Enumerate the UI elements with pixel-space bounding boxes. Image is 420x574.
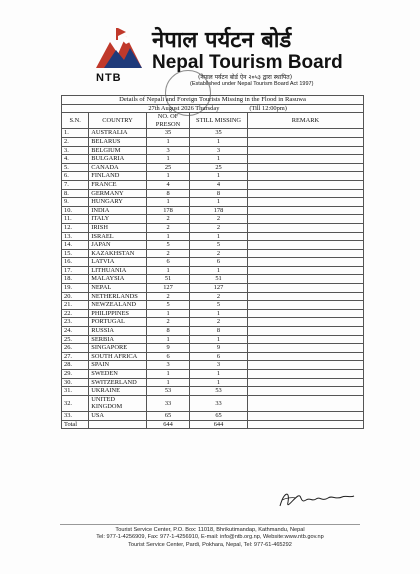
row-remark xyxy=(247,352,363,361)
row-missing: 1 xyxy=(190,335,248,344)
total-missing: 644 xyxy=(190,420,248,429)
row-remark xyxy=(247,292,363,301)
row-missing: 2 xyxy=(190,292,248,301)
row-persons: 35 xyxy=(146,129,189,138)
row-persons: 1 xyxy=(146,198,189,207)
row-sn: 12. xyxy=(62,223,89,232)
row-persons: 8 xyxy=(146,189,189,198)
row-country: GERMANY xyxy=(89,189,147,198)
row-sn: 26. xyxy=(62,344,89,353)
org-name: Nepal Tourism Board xyxy=(152,52,343,73)
footer-divider xyxy=(60,524,360,525)
row-sn: 7. xyxy=(62,180,89,189)
report-title: Details of Nepali and Foreign Tourists Missing in the Flood in Rasuwa xyxy=(62,96,364,105)
row-missing: 35 xyxy=(190,129,248,138)
row-missing: 1 xyxy=(190,309,248,318)
row-missing: 9 xyxy=(190,344,248,353)
row-missing: 8 xyxy=(190,327,248,336)
table-row xyxy=(62,335,364,344)
row-remark xyxy=(247,395,363,411)
establishment-note-english: (Established under Nepal Tourism Board Act 1997) xyxy=(190,81,314,87)
row-sn: 32. xyxy=(62,395,89,411)
row-sn: 20. xyxy=(62,292,89,301)
row-country: UNITED KINGDOM xyxy=(89,395,147,411)
row-sn: 9. xyxy=(62,198,89,207)
row-remark xyxy=(247,309,363,318)
row-sn: 6. xyxy=(62,172,89,181)
row-missing: 3 xyxy=(190,361,248,370)
table-row xyxy=(62,172,364,181)
row-remark xyxy=(247,266,363,275)
table-row xyxy=(62,292,364,301)
row-remark xyxy=(247,163,363,172)
row-country: FRANCE xyxy=(89,180,147,189)
row-country: KAZAKHSTAN xyxy=(89,249,147,258)
row-missing: 1 xyxy=(190,370,248,379)
row-country: FINLAND xyxy=(89,172,147,181)
row-sn: 18. xyxy=(62,275,89,284)
table-row xyxy=(62,155,364,164)
row-country: LATVIA xyxy=(89,258,147,267)
row-country: SWEDEN xyxy=(89,370,147,379)
row-remark xyxy=(247,146,363,155)
row-sn: 13. xyxy=(62,232,89,241)
row-persons: 8 xyxy=(146,327,189,336)
row-missing: 6 xyxy=(190,352,248,361)
row-persons: 1 xyxy=(146,155,189,164)
row-country: SOUTH AFRICA xyxy=(89,352,147,361)
table-row xyxy=(62,223,364,232)
row-missing: 6 xyxy=(190,258,248,267)
row-missing: 2 xyxy=(190,318,248,327)
column-header-country: COUNTRY xyxy=(89,113,147,129)
row-country: LITHUANIA xyxy=(89,266,147,275)
row-remark xyxy=(247,129,363,138)
row-sn: 5. xyxy=(62,163,89,172)
row-missing: 5 xyxy=(190,241,248,250)
row-country: ISRAEL xyxy=(89,232,147,241)
row-persons: 1 xyxy=(146,266,189,275)
row-persons: 3 xyxy=(146,361,189,370)
row-country: MALAYSIA xyxy=(89,275,147,284)
row-sn: 31. xyxy=(62,387,89,396)
row-persons: 1 xyxy=(146,232,189,241)
row-country: JAPAN xyxy=(89,241,147,250)
table-row xyxy=(62,232,364,241)
row-persons: 65 xyxy=(146,411,189,420)
table-row xyxy=(62,241,364,250)
row-country: SWITZERLAND xyxy=(89,378,147,387)
row-sn: 29. xyxy=(62,370,89,379)
row-remark xyxy=(247,189,363,198)
row-persons: 3 xyxy=(146,146,189,155)
table-row xyxy=(62,352,364,361)
table-row xyxy=(62,198,364,207)
row-remark xyxy=(247,137,363,146)
row-remark xyxy=(247,206,363,215)
row-country: PHILIPPINES xyxy=(89,309,147,318)
row-remark xyxy=(247,370,363,379)
row-persons: 4 xyxy=(146,180,189,189)
row-remark xyxy=(247,172,363,181)
row-country: BELGIUM xyxy=(89,146,147,155)
row-missing: 33 xyxy=(190,395,248,411)
table-row xyxy=(62,301,364,310)
row-missing: 8 xyxy=(190,189,248,198)
footer-pokhara: Tourist Service Center, Pardi, Pokhara, Nepal, Tel: 977-61-465292 xyxy=(128,541,292,548)
table-row xyxy=(62,275,364,284)
total-persons: 644 xyxy=(146,420,189,429)
row-sn: 16. xyxy=(62,258,89,267)
row-sn: 14. xyxy=(62,241,89,250)
row-missing: 1 xyxy=(190,198,248,207)
row-sn: 23. xyxy=(62,318,89,327)
row-country: NEWZEALAND xyxy=(89,301,147,310)
footer xyxy=(60,527,360,549)
table-row xyxy=(62,284,364,293)
table-row xyxy=(62,411,364,420)
row-sn: 27. xyxy=(62,352,89,361)
row-missing: 2 xyxy=(190,215,248,224)
row-remark xyxy=(247,275,363,284)
row-missing: 5 xyxy=(190,301,248,310)
row-persons: 2 xyxy=(146,292,189,301)
table-row xyxy=(62,370,364,379)
table-row xyxy=(62,378,364,387)
row-sn: 2. xyxy=(62,137,89,146)
table-row xyxy=(62,215,364,224)
row-country: RUSSIA xyxy=(89,327,147,336)
row-missing: 1 xyxy=(190,378,248,387)
row-remark xyxy=(247,223,363,232)
row-remark xyxy=(247,318,363,327)
row-persons: 178 xyxy=(146,206,189,215)
row-missing: 51 xyxy=(190,275,248,284)
footer-address: Tourist Service Center, P.O. Box: 11018, Bhrikutimandap, Kathmandu, Nepal xyxy=(115,527,305,533)
table-row xyxy=(62,180,364,189)
row-missing: 4 xyxy=(190,180,248,189)
row-sn: 25. xyxy=(62,335,89,344)
row-persons: 1 xyxy=(146,370,189,379)
table-row xyxy=(62,318,364,327)
table-row xyxy=(62,129,364,138)
row-remark xyxy=(247,232,363,241)
establishment-note-devanagari: (नेपाल पर्यटन बोर्ड ऐन २०५३ द्वारा स्थापित) xyxy=(198,74,293,81)
row-sn: 19. xyxy=(62,284,89,293)
table-row xyxy=(62,163,364,172)
row-country: SPAIN xyxy=(89,361,147,370)
row-country: CANADA xyxy=(89,163,147,172)
table-row xyxy=(62,146,364,155)
row-missing: 65 xyxy=(190,411,248,420)
row-country: ITALY xyxy=(89,215,147,224)
row-persons: 6 xyxy=(146,258,189,267)
row-country: PORTUGAL xyxy=(89,318,147,327)
row-persons: 51 xyxy=(146,275,189,284)
table-row xyxy=(62,206,364,215)
row-sn: 24. xyxy=(62,327,89,336)
row-sn: 11. xyxy=(62,215,89,224)
column-header-persons: NO. OF PRESON xyxy=(146,113,189,129)
row-country: UKRAINE xyxy=(89,387,147,396)
row-remark xyxy=(247,198,363,207)
row-persons: 2 xyxy=(146,318,189,327)
row-remark xyxy=(247,249,363,258)
row-remark xyxy=(247,344,363,353)
table-row xyxy=(62,137,364,146)
table-row xyxy=(62,309,364,318)
row-persons: 1 xyxy=(146,335,189,344)
row-remark xyxy=(247,387,363,396)
row-remark xyxy=(247,378,363,387)
row-sn: 3. xyxy=(62,146,89,155)
row-persons: 2 xyxy=(146,223,189,232)
row-missing: 3 xyxy=(190,146,248,155)
row-remark xyxy=(247,155,363,164)
table-total-row xyxy=(62,420,364,429)
row-persons: 5 xyxy=(146,301,189,310)
row-missing: 127 xyxy=(190,284,248,293)
row-persons: 1 xyxy=(146,309,189,318)
table-row xyxy=(62,344,364,353)
column-header-remark: REMARK xyxy=(247,113,363,129)
row-remark xyxy=(247,180,363,189)
row-remark xyxy=(247,241,363,250)
row-persons: 53 xyxy=(146,387,189,396)
table-row xyxy=(62,258,364,267)
row-sn: 15. xyxy=(62,249,89,258)
row-country: SINGAPORE xyxy=(89,344,147,353)
row-country: AUSTRALIA xyxy=(89,129,147,138)
row-remark xyxy=(247,301,363,310)
row-country: IRISH xyxy=(89,223,147,232)
row-country: BULGARIA xyxy=(89,155,147,164)
row-persons: 5 xyxy=(146,241,189,250)
row-missing: 25 xyxy=(190,163,248,172)
row-persons: 2 xyxy=(146,249,189,258)
row-persons: 6 xyxy=(146,352,189,361)
table-row xyxy=(62,249,364,258)
row-remark xyxy=(247,335,363,344)
row-sn: 17. xyxy=(62,266,89,275)
row-missing: 1 xyxy=(190,137,248,146)
row-remark xyxy=(247,361,363,370)
column-header-missing: STILL MISSING xyxy=(190,113,248,129)
row-sn: 4. xyxy=(62,155,89,164)
row-sn: 8. xyxy=(62,189,89,198)
org-name-devanagari: नेपाल पर्यटन बोर्ड xyxy=(152,28,292,53)
row-persons: 2 xyxy=(146,215,189,224)
row-remark xyxy=(247,327,363,336)
row-sn: 1. xyxy=(62,129,89,138)
row-remark xyxy=(247,284,363,293)
row-persons: 127 xyxy=(146,284,189,293)
row-remark xyxy=(247,258,363,267)
table-row xyxy=(62,395,364,411)
row-missing: 2 xyxy=(190,223,248,232)
row-country: SERBIA xyxy=(89,335,147,344)
table-row xyxy=(62,327,364,336)
table-row xyxy=(62,361,364,370)
row-missing: 1 xyxy=(190,266,248,275)
report-date: 27th August 2026 Thursday xyxy=(146,104,247,113)
logo-text: NTB xyxy=(96,72,122,84)
total-label: Total xyxy=(62,420,89,429)
report-time: (Till 12:00pm) xyxy=(247,104,363,113)
row-country: INDIA xyxy=(89,206,147,215)
row-remark xyxy=(247,411,363,420)
signature xyxy=(276,488,356,512)
row-sn: 33. xyxy=(62,411,89,420)
row-persons: 1 xyxy=(146,172,189,181)
row-missing: 53 xyxy=(190,387,248,396)
row-country: HUNGARY xyxy=(89,198,147,207)
row-missing: 2 xyxy=(190,249,248,258)
row-country: USA xyxy=(89,411,147,420)
row-persons: 25 xyxy=(146,163,189,172)
row-missing: 1 xyxy=(190,155,248,164)
row-country: NEPAL xyxy=(89,284,147,293)
row-country: NETHERLANDS xyxy=(89,292,147,301)
row-country: BELARUS xyxy=(89,137,147,146)
missing-tourists-table xyxy=(61,95,364,429)
row-sn: 10. xyxy=(62,206,89,215)
row-persons: 9 xyxy=(146,344,189,353)
column-header-sn: S.N. xyxy=(62,113,89,129)
row-remark xyxy=(247,215,363,224)
row-sn: 22. xyxy=(62,309,89,318)
row-persons: 1 xyxy=(146,378,189,387)
table-row xyxy=(62,189,364,198)
row-missing: 1 xyxy=(190,172,248,181)
table-row xyxy=(62,266,364,275)
row-persons: 1 xyxy=(146,137,189,146)
row-missing: 178 xyxy=(190,206,248,215)
row-sn: 28. xyxy=(62,361,89,370)
footer-contact: Tel: 977-1-4256909, Fax: 977-1-4256910, E-mail: info@ntb.org.np, Website:www.ntb.gov.np xyxy=(96,534,324,541)
row-sn: 30. xyxy=(62,378,89,387)
row-sn: 21. xyxy=(62,301,89,310)
row-persons: 33 xyxy=(146,395,189,411)
table-row xyxy=(62,387,364,396)
row-missing: 1 xyxy=(190,232,248,241)
